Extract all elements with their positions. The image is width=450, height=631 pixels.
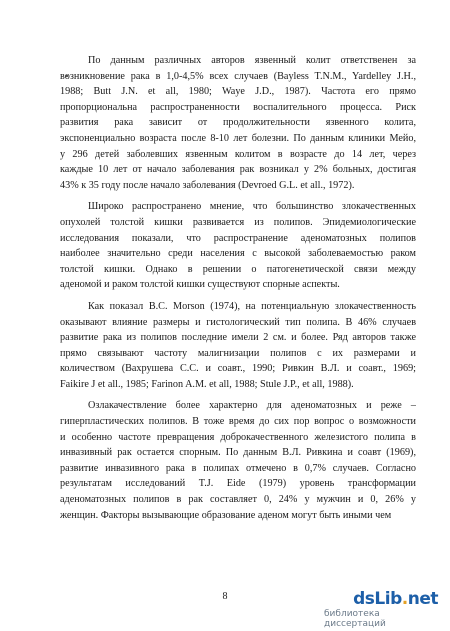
- text-line: Озлакачествление более характерно для аденоматозных и реже –: [88, 400, 416, 412]
- body-text: [60, 53, 416, 529]
- watermark-subtitle: библиотека диссертаций: [324, 609, 386, 629]
- text-line: наиболее значительно среди населения с высокой заболеваемостью раком: [60, 248, 416, 260]
- watermark-logo-tld: net: [407, 589, 438, 609]
- text-line: 43% к 35 году после начало заболевания (Devroed G.L. et all., 1972).: [60, 179, 355, 191]
- text-line: развитие рака из полипов последние имели 2 см. и более. Ряд авторов также: [60, 332, 416, 344]
- text-line: Как показал В.С. Morson (1974), на потенциальную злокачественность: [88, 300, 416, 312]
- text-line: гиперпластических полипов. В тоже время до сих пор вопрос о возможности: [60, 416, 416, 428]
- text-line: Широко распространено мнение, что большинство злокачественных: [88, 201, 416, 213]
- text-line: оказывают влияние размеры и гистологический тип полипа. В 46% случаев: [60, 316, 416, 328]
- watermark-logo-dot: .: [401, 589, 408, 609]
- text-line: 1988; Butt J.N. et all, 1980; Waye J.D., 1987). Частота его прямо: [60, 86, 416, 98]
- text-line: результатам исследований T.J. Eide (1979) уровень трансформации: [60, 478, 416, 490]
- text-line: женщин. Факторы вызывающие образование аденом могут быть иными чем: [60, 509, 392, 521]
- paragraph: [60, 199, 416, 293]
- watermark: [324, 589, 442, 629]
- text-line: развитие инвазивного рака в полипах отмечено в 0,7% случаев. Согласно: [60, 462, 416, 474]
- paragraph: [60, 299, 416, 393]
- text-line: толстой кишки. Однако в решении о патогенетической связи между: [60, 263, 416, 275]
- text-line: пропорциональна распространенности воспалительного процесса. Риск: [60, 101, 416, 113]
- watermark-logo-main: dsLib: [353, 589, 402, 609]
- text-line: аденомой и раком толстой кишки существуют спорные аспекты.: [60, 279, 340, 291]
- text-line: исследования показали, что распространение аденоматозных полипов: [60, 232, 416, 244]
- page-number: 8: [222, 591, 228, 602]
- paragraph: [60, 53, 416, 193]
- text-line: возникновение рака в 1,0-4,5% всех случаев (Bayless T.N.M., Yardelley J.H.,: [60, 70, 416, 82]
- text-line: каждые 10 лет от начало заболевания рак возникал у 2% больных, достигая: [60, 164, 416, 176]
- text-line: прямо связывают частоту малигнизации полипов с их размерами и: [60, 347, 416, 359]
- text-line: у 296 детей заболевших язвенным колитом в возрасте до 14 лет, через: [60, 148, 416, 160]
- text-line: развития рака зависит от продолжительности язвенного колита,: [60, 117, 416, 129]
- watermark-logo: [353, 589, 438, 609]
- paragraph: [60, 398, 416, 523]
- text-line: экспоненциально возраста после 8-10 лет болезни. По данным клиники Мейо,: [60, 132, 416, 144]
- text-line: Faikire J et all., 1985; Farinon A.M. et all, 1988; Stule J.P., et all, 1988).: [60, 378, 354, 390]
- text-line: опухолей толстой кишки развивается из полипов. Эпидемиологические: [60, 216, 416, 228]
- text-line: количеством (Вахрушева С.С. и соавт., 1990; Ривкин В.Л. и соавт., 1969;: [60, 363, 416, 375]
- text-line: По данным различных авторов язвенный колит ответственен за: [88, 55, 416, 66]
- text-line: аденоматозных полипов в рак составляет 0, 24% у мужчин и 0, 26% у: [60, 494, 416, 506]
- text-line: и особенно частоте превращения доброкачественного железистого полипа в: [60, 431, 416, 443]
- text-line: инвазивный рак остается спорным. По данным В.Л. Ривкина и соавт (1969),: [60, 447, 416, 459]
